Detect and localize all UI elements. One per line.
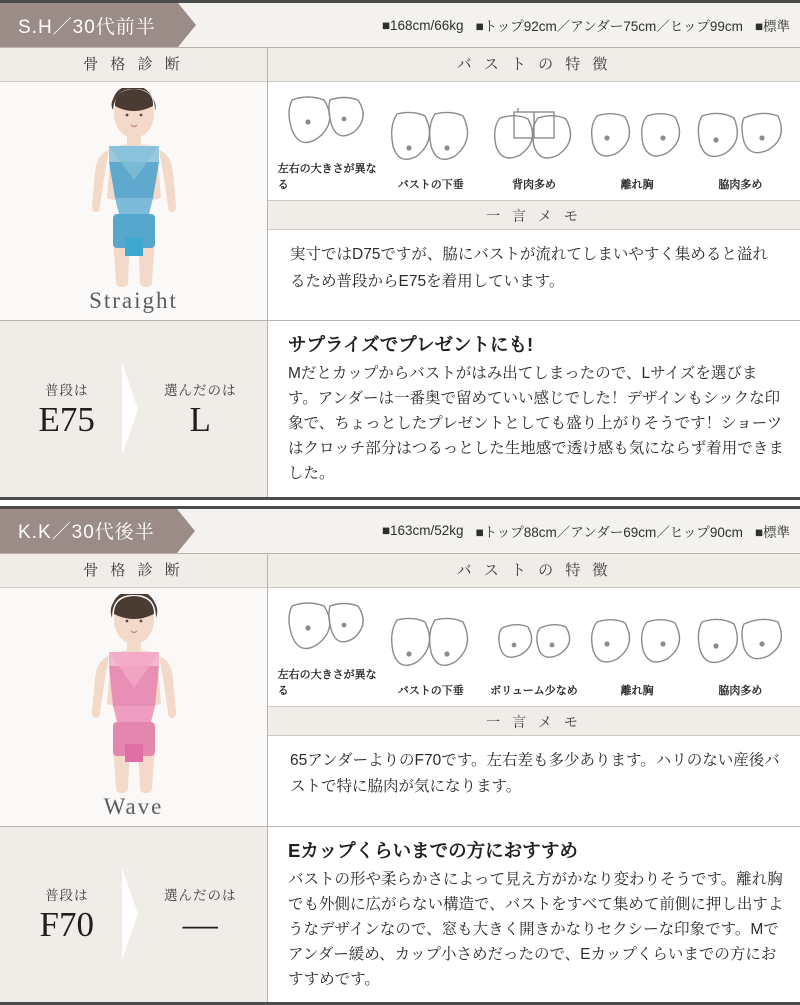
usual-size xyxy=(0,884,134,945)
bust-feature-label: バストの下垂 xyxy=(397,179,464,191)
bust-feature-item xyxy=(587,614,687,698)
review-comment xyxy=(268,827,800,1003)
bust-feature-item xyxy=(381,614,481,698)
spec-measurements: ■トップ92cm／アンダー75cm／ヒップ99cm xyxy=(475,19,743,34)
reviewer-name: K.K／30代後半 xyxy=(0,509,177,553)
bust-feature-label: 脇肉多め xyxy=(718,179,763,191)
spec-build: ■標準 xyxy=(754,19,790,34)
chosen-size-value: — xyxy=(182,905,218,945)
bust-feature-label: 脇肉多め xyxy=(718,684,763,697)
chosen-size xyxy=(134,379,268,440)
bust-shape-icon xyxy=(282,92,374,156)
bust-features-column xyxy=(268,48,800,320)
usual-size-label: 普段は xyxy=(45,382,89,398)
bust-feature-item xyxy=(587,108,687,192)
bust-feature-item xyxy=(381,108,481,192)
spec-measurements: ■トップ88cm／アンダー69cm／ヒップ90cm xyxy=(475,524,743,540)
bust-feature-item xyxy=(690,108,790,192)
chosen-size-label: 選んだのは xyxy=(164,382,237,398)
bust-shape-icon xyxy=(488,614,580,678)
review-block-2 xyxy=(0,506,800,1005)
size-summary xyxy=(0,321,268,497)
bust-feature-item xyxy=(278,92,378,192)
bust-shape-icon xyxy=(591,614,683,678)
bust-feature-label: 左右の大きさが異なる xyxy=(277,163,377,191)
memo-title: 一 言 メ モ xyxy=(268,706,800,736)
bust-features-title: バ ス ト の 特 徴 xyxy=(268,554,800,588)
bust-shape-icon xyxy=(591,108,683,172)
skeletal-diagnosis-column xyxy=(0,554,268,826)
bust-features-title: バ ス ト の 特 徴 xyxy=(268,48,800,82)
bust-features-row xyxy=(268,588,800,698)
review-comment-title: サプライズでプレゼントにも! xyxy=(288,334,534,355)
memo-text: 実寸ではD75ですが、脇にバストが流れてしまいやすく集めると溢れるため普段からE75を着用しています。 xyxy=(290,246,768,290)
bust-feature-item xyxy=(690,614,790,698)
reviewer-name: S.H／30代前半 xyxy=(0,3,178,47)
body-figure-wrap xyxy=(0,588,267,826)
bust-feature-item xyxy=(484,108,584,192)
review-body xyxy=(0,47,800,320)
bust-feature-label: 背肉多め xyxy=(511,179,556,191)
review-comment-text: バストの形や柔らかさによって見え方がかなり変わりそうです。離れ胸でも外側に広がらない構造で、バストをすべて集めて前側に押し出すようなデザインなので、窓も大きく開きかなりセクシーな印象です。Mでアンダー緩め、カップ小さめだったので、Eカップくらいまでの方におすすめです。 xyxy=(288,870,784,988)
bust-feature-label: 離れ胸 xyxy=(620,684,654,697)
skeletal-diagnosis-title: 骨 格 診 断 xyxy=(0,554,267,588)
bust-shape-icon xyxy=(488,108,580,172)
chosen-size-label: 選んだのは xyxy=(164,888,237,904)
body-type-label: Straight xyxy=(89,288,178,313)
usual-size-value: E75 xyxy=(38,399,95,439)
review-comment-title: Eカップくらいまでの方におすすめ xyxy=(288,839,578,861)
spec-height-weight: ■168cm/66kg xyxy=(381,17,464,33)
bust-shape-icon xyxy=(694,108,786,172)
body-type-label: Wave xyxy=(103,793,164,819)
body-figure-illustration xyxy=(39,88,229,288)
bust-feature-item xyxy=(278,598,378,698)
bust-feature-label: 左右の大きさが異なる xyxy=(277,668,377,697)
usual-size xyxy=(0,379,134,440)
review-footer xyxy=(0,826,800,1003)
size-summary xyxy=(0,827,268,1003)
skeletal-diagnosis-title: 骨 格 診 断 xyxy=(0,48,267,82)
bust-shape-icon xyxy=(385,108,477,172)
review-footer xyxy=(0,320,800,497)
reviewer-specs xyxy=(177,509,800,553)
body-figure-illustration xyxy=(39,594,229,794)
usual-size-label: 普段は xyxy=(45,888,89,904)
bust-feature-label: バストの下垂 xyxy=(397,684,464,697)
spec-height-weight: ■163cm/52kg xyxy=(381,523,464,539)
reviewer-specs xyxy=(178,3,800,47)
review-comment-text: Mだとカップからバストがはみ出てしまったので、Lサイズを選びます。アンダーは一番奥で留めていい感じでした！デザインもシックな印象で、ちょっとしたプレゼントとしても盛り上がりそうです！ショーツはクロッチ部分はつるっとした生地感で透け感も気にならず着用できました。 xyxy=(288,365,784,483)
skeletal-diagnosis-column xyxy=(0,48,268,320)
memo-text: 65アンダーよりのF70です。左右差も多少あります。ハリのない産後バストで特に脇肉が気になります。 xyxy=(290,751,780,796)
chosen-size-value: L xyxy=(189,399,211,439)
chosen-size xyxy=(134,884,268,945)
bust-shape-icon xyxy=(694,614,786,678)
bust-feature-label: ボリューム少なめ xyxy=(490,684,578,697)
memo-title: 一 言 メ モ xyxy=(268,200,800,230)
bust-shape-icon xyxy=(282,598,374,662)
bust-features-row xyxy=(268,82,800,192)
usual-size-value: F70 xyxy=(39,905,94,945)
body-figure-wrap xyxy=(0,82,267,320)
spec-build: ■標準 xyxy=(754,524,790,540)
review-block-1 xyxy=(0,0,800,500)
review-header xyxy=(0,509,800,553)
bust-shape-icon xyxy=(385,614,477,678)
bust-features-column xyxy=(268,554,800,826)
review-comment xyxy=(268,321,800,497)
bust-feature-item xyxy=(484,614,584,698)
review-header xyxy=(0,3,800,47)
bust-feature-label: 離れ胸 xyxy=(620,179,654,191)
review-body xyxy=(0,553,800,826)
